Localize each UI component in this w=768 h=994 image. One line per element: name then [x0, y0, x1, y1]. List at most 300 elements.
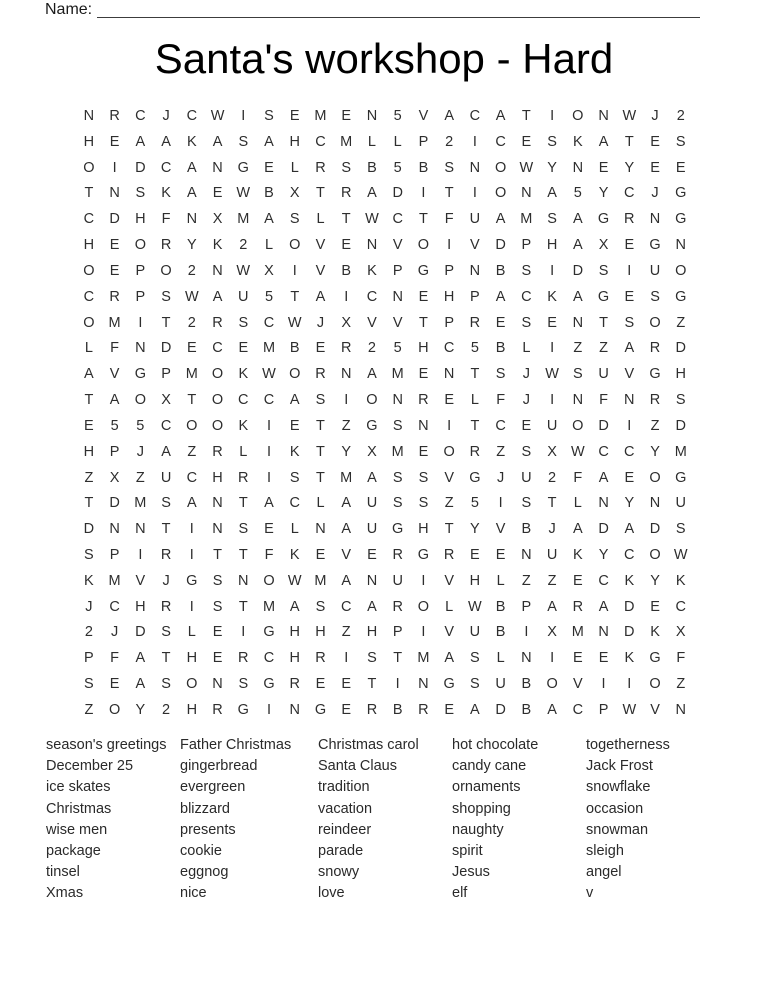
grid-letter: S — [212, 598, 223, 615]
word-list-item: reindeer — [318, 821, 372, 838]
grid-letter: R — [238, 650, 249, 667]
grid-letter: J — [548, 521, 556, 538]
grid-letter: B — [521, 521, 532, 538]
grid-letter: F — [444, 211, 454, 228]
grid-letter: U — [366, 521, 378, 538]
grid-letter: D — [495, 701, 506, 718]
grid-letter: Z — [496, 443, 506, 460]
grid-letter: A — [135, 133, 146, 150]
grid-letter: U — [675, 495, 686, 512]
grid-letter: R — [469, 443, 481, 460]
word-list-item: evergreen — [180, 779, 246, 796]
grid-letter: S — [315, 392, 326, 409]
grid-letter: H — [418, 340, 429, 357]
grid-letter: A — [547, 598, 557, 615]
grid-letter: V — [135, 572, 146, 589]
grid-letter: I — [138, 314, 143, 331]
grid-letter: O — [366, 392, 378, 409]
grid-letter: T — [187, 392, 197, 409]
grid-letter: A — [624, 340, 635, 357]
grid-letter: 2 — [239, 237, 248, 254]
grid-letter: N — [649, 211, 661, 228]
grid-letter: C — [624, 443, 635, 460]
grid-letter: G — [417, 546, 430, 563]
grid-letter: N — [109, 521, 120, 538]
grid-letter: G — [675, 288, 687, 305]
grid-letter: V — [444, 469, 454, 486]
grid-letter: S — [264, 107, 274, 124]
grid-letter: C — [469, 107, 481, 124]
grid-letter: F — [496, 392, 506, 409]
grid-letter: G — [675, 469, 687, 486]
grid-letter: H — [289, 624, 300, 641]
grid-letter: 5 — [573, 185, 582, 202]
grid-letter: N — [212, 521, 223, 538]
grid-letter: E — [495, 546, 506, 563]
word-list-item: snowflake — [586, 779, 651, 796]
grid-letter: A — [109, 392, 120, 409]
grid-letter: J — [522, 392, 530, 409]
grid-letter: T — [84, 392, 94, 409]
grid-letter: A — [289, 598, 300, 615]
grid-letter: N — [340, 366, 352, 383]
grid-letter: V — [572, 676, 583, 693]
grid-letter: D — [675, 340, 686, 357]
grid-letter: 5 — [393, 340, 402, 357]
grid-letter: G — [186, 572, 198, 589]
word-list-item: Christmas carol — [318, 737, 419, 753]
grid-letter: P — [109, 443, 120, 460]
grid-letter: H — [289, 133, 300, 150]
grid-letter: O — [108, 701, 121, 718]
grid-letter: T — [470, 366, 480, 383]
grid-letter: R — [624, 211, 635, 228]
grid-letter: O — [134, 237, 146, 254]
grid-letter: E — [238, 340, 249, 357]
grid-letter: A — [572, 237, 583, 254]
grid-letter: S — [161, 624, 171, 641]
grid-letter: S — [161, 676, 171, 693]
grid-letter: 2 — [162, 701, 171, 718]
grid-letter: K — [84, 572, 94, 589]
grid-letter: N — [392, 392, 403, 409]
grid-letter: S — [547, 133, 557, 150]
grid-letter: L — [573, 495, 582, 512]
grid-letter: I — [266, 701, 272, 718]
grid-letter: H — [135, 211, 146, 228]
grid-letter: T — [161, 521, 171, 538]
word-list-item: nice — [180, 885, 207, 902]
grid-letter: N — [212, 262, 223, 279]
grid-letter: U — [546, 546, 558, 563]
grid-letter: A — [341, 572, 352, 589]
grid-letter: S — [675, 133, 686, 150]
grid-letter: D — [109, 495, 120, 512]
grid-letter: I — [344, 392, 349, 409]
grid-letter: F — [573, 469, 583, 486]
word-list-item: angel — [586, 864, 622, 881]
grid-letter: R — [649, 392, 661, 409]
grid-letter: I — [395, 676, 400, 693]
grid-letter: E — [315, 340, 326, 357]
grid-letter: K — [161, 185, 171, 202]
grid-letter: O — [494, 185, 507, 202]
grid-letter: V — [418, 107, 429, 124]
word-list-item: tradition — [318, 779, 370, 796]
grid-letter: C — [186, 107, 198, 124]
grid-letter: N — [598, 624, 609, 641]
grid-letter: Z — [650, 417, 660, 434]
grid-letter: E — [495, 314, 506, 331]
word-list-item: Jesus — [452, 864, 490, 881]
grid-letter: W — [622, 107, 637, 124]
grid-letter: T — [213, 546, 222, 563]
grid-letter: M — [134, 495, 147, 512]
grid-letter: A — [572, 521, 583, 538]
grid-letter: S — [135, 185, 146, 202]
grid-letter: A — [495, 211, 506, 228]
grid-letter: T — [624, 133, 634, 150]
grid-letter: F — [264, 546, 274, 563]
grid-letter: Z — [84, 701, 94, 718]
grid-letter: S — [470, 676, 480, 693]
grid-letter: 5 — [470, 340, 479, 357]
grid-letter: A — [444, 107, 454, 124]
grid-letter: T — [316, 443, 325, 460]
grid-letter: R — [418, 392, 429, 409]
grid-letter: X — [547, 443, 557, 460]
grid-letter: H — [83, 237, 95, 254]
grid-letter: C — [263, 650, 275, 667]
grid-letter: S — [521, 495, 532, 512]
grid-letter: E — [289, 417, 300, 434]
grid-letter: W — [622, 701, 637, 718]
grid-letter: J — [651, 107, 659, 124]
grid-letter: 5 — [264, 288, 274, 305]
grid-letter: W — [468, 598, 482, 615]
grid-letter: A — [315, 288, 326, 305]
grid-letter: E — [650, 159, 660, 176]
grid-letter: D — [160, 340, 172, 357]
grid-letter: V — [392, 314, 403, 331]
grid-letter: C — [366, 288, 378, 305]
grid-letter: I — [550, 392, 555, 409]
grid-letter: Z — [187, 443, 197, 460]
grid-letter: B — [392, 701, 403, 718]
grid-letter: U — [598, 366, 609, 383]
grid-letter: L — [316, 495, 325, 512]
grid-letter: O — [160, 262, 172, 279]
grid-letter: K — [547, 288, 557, 305]
grid-letter: C — [160, 159, 172, 176]
grid-letter: V — [444, 624, 454, 641]
grid-letter: E — [572, 650, 583, 667]
grid-letter: L — [187, 624, 196, 641]
grid-letter: P — [84, 650, 94, 667]
grid-letter: L — [445, 598, 454, 615]
grid-letter: E — [264, 521, 274, 538]
grid-letter: J — [522, 366, 530, 383]
grid-letter: G — [392, 521, 404, 538]
word-list-item: elf — [452, 885, 468, 902]
grid-letter: O — [572, 417, 584, 434]
grid-letter: G — [649, 237, 661, 254]
grid-letter: N — [521, 546, 532, 563]
grid-letter: E — [598, 650, 609, 667]
grid-letter: E — [418, 366, 429, 383]
grid-letter: B — [495, 624, 506, 641]
grid-letter: H — [675, 366, 686, 383]
word-list-item: occasion — [586, 800, 644, 817]
grid-letter: D — [649, 521, 661, 538]
grid-letter: I — [601, 676, 606, 693]
grid-letter: S — [598, 262, 609, 279]
grid-letter: R — [366, 701, 378, 718]
grid-letter: T — [316, 185, 325, 202]
grid-letter: H — [83, 443, 95, 460]
word-list-item: wise men — [46, 821, 108, 838]
grid-letter: U — [649, 262, 661, 279]
word-list-item: Father Christmas — [180, 737, 292, 753]
grid-letter: Y — [650, 572, 660, 589]
grid-letter: O — [494, 159, 507, 176]
grid-letter: R — [572, 598, 584, 615]
grid-letter: N — [186, 211, 198, 228]
grid-letter: A — [341, 521, 352, 538]
grid-letter: G — [263, 676, 275, 693]
grid-letter: L — [84, 340, 93, 357]
grid-letter: M — [674, 443, 687, 460]
grid-letter: G — [417, 262, 430, 279]
grid-letter: O — [134, 392, 146, 409]
grid-letter: V — [470, 237, 480, 254]
word-list-column — [452, 735, 538, 905]
grid-letter: H — [186, 650, 198, 667]
grid-letter: T — [238, 546, 248, 563]
grid-letter: L — [393, 133, 402, 150]
grid-letter: K — [367, 262, 377, 279]
grid-letter: X — [212, 211, 223, 228]
grid-letter: E — [186, 340, 197, 357]
grid-letter: P — [598, 701, 609, 718]
word-list-item: v — [586, 885, 594, 902]
grid-letter: R — [418, 701, 429, 718]
grid-letter: C — [212, 340, 223, 357]
grid-letter: 2 — [187, 314, 196, 331]
grid-letter: H — [443, 288, 455, 305]
grid-letter: V — [624, 366, 635, 383]
grid-letter: C — [135, 107, 146, 124]
grid-letter: E — [264, 159, 274, 176]
grid-letter: E — [444, 701, 454, 718]
grid-letter: W — [236, 185, 251, 202]
grid-letter: I — [472, 133, 477, 150]
grid-letter: S — [521, 314, 532, 331]
word-list-item: ornaments — [452, 779, 521, 796]
grid-letter: O — [83, 314, 95, 331]
grid-letter: V — [315, 262, 326, 279]
grid-letter: O — [417, 598, 430, 615]
grid-letter: A — [367, 469, 377, 486]
grid-letter: W — [545, 366, 559, 383]
grid-letter: R — [109, 288, 120, 305]
grid-letter: C — [675, 598, 686, 615]
grid-letter: K — [624, 572, 635, 589]
grid-letter: 2 — [676, 107, 685, 124]
grid-letter: A — [598, 469, 609, 486]
grid-letter: Z — [599, 340, 608, 357]
grid-letter: P — [418, 133, 429, 150]
grid-letter: X — [598, 237, 609, 254]
grid-letter: E — [521, 417, 532, 434]
word-list-item: Jack Frost — [586, 758, 653, 775]
grid-letter: L — [367, 133, 376, 150]
grid-letter: 2 — [367, 340, 376, 357]
grid-letter: G — [675, 185, 687, 202]
grid-letter: A — [367, 366, 377, 383]
grid-letter: J — [162, 107, 170, 124]
grid-letter: P — [109, 546, 120, 563]
grid-letter: L — [496, 572, 505, 589]
grid-letter: P — [135, 262, 146, 279]
grid-letter: D — [392, 185, 403, 202]
grid-letter: F — [676, 650, 686, 667]
grid-letter: X — [547, 624, 557, 641]
word-list-item: hot chocolate — [452, 737, 539, 753]
grid-letter: H — [418, 521, 429, 538]
grid-letter: N — [418, 676, 429, 693]
grid-letter: A — [598, 133, 609, 150]
word-list-item: naughty — [452, 821, 504, 838]
grid-letter: S — [289, 211, 300, 228]
grid-letter: E — [418, 288, 429, 305]
grid-letter: T — [470, 417, 480, 434]
grid-letter: K — [624, 650, 635, 667]
word-list-item: snowman — [586, 821, 649, 838]
grid-letter: S — [675, 521, 686, 538]
grid-letter: I — [627, 676, 632, 693]
grid-letter: U — [238, 288, 249, 305]
grid-letter: U — [392, 572, 403, 589]
grid-letter: C — [83, 211, 95, 228]
grid-letter: E — [624, 237, 635, 254]
grid-letter: E — [650, 133, 660, 150]
grid-letter: K — [238, 417, 249, 434]
grid-letter: N — [212, 159, 223, 176]
grid-letter: W — [210, 107, 225, 124]
grid-letter: P — [444, 262, 454, 279]
grid-letter: 2 — [548, 469, 557, 486]
grid-letter: K — [675, 572, 686, 589]
grid-letter: 2 — [187, 262, 196, 279]
grid-letter: O — [417, 237, 430, 254]
grid-letter: R — [315, 366, 326, 383]
grid-letter: T — [367, 676, 377, 693]
grid-letter: N — [572, 159, 584, 176]
grid-letter: I — [550, 650, 555, 667]
grid-letter: A — [444, 650, 454, 667]
grid-letter: N — [675, 701, 686, 718]
grid-letter: T — [238, 495, 248, 512]
grid-letter: C — [443, 340, 455, 357]
grid-letter: G — [597, 211, 610, 228]
grid-letter: E — [84, 417, 94, 434]
grid-letter: Y — [650, 443, 660, 460]
word-search-grid — [76, 103, 694, 723]
grid-letter: Y — [186, 237, 197, 254]
grid-letter: H — [289, 650, 300, 667]
grid-letter: E — [521, 133, 532, 150]
grid-letter: J — [651, 185, 659, 202]
grid-letter: G — [469, 469, 481, 486]
grid-letter: E — [212, 624, 223, 641]
grid-letter: H — [212, 469, 223, 486]
grid-letter: I — [421, 624, 426, 641]
word-list-item: December 25 — [46, 758, 134, 775]
grid-letter: R — [649, 340, 661, 357]
grid-letter: I — [421, 572, 426, 589]
grid-letter: I — [447, 237, 452, 254]
grid-letter: C — [340, 598, 352, 615]
grid-letter: N — [289, 701, 300, 718]
grid-letter: V — [392, 237, 403, 254]
grid-letter: L — [290, 159, 299, 176]
grid-letter: R — [212, 701, 223, 718]
grid-letter: S — [84, 546, 94, 563]
grid-letter: C — [624, 546, 635, 563]
grid-letter: D — [135, 624, 146, 641]
grid-letter: A — [367, 185, 377, 202]
grid-letter: Y — [341, 443, 352, 460]
grid-letter: T — [444, 521, 454, 538]
grid-letter: N — [135, 340, 146, 357]
grid-letter: O — [649, 314, 661, 331]
grid-letter: O — [211, 392, 224, 409]
grid-letter: A — [84, 366, 94, 383]
grid-letter: N — [675, 237, 686, 254]
grid-letter: E — [341, 107, 352, 124]
grid-letter: I — [498, 495, 503, 512]
grid-letter: R — [340, 340, 352, 357]
grid-letter: U — [469, 211, 481, 228]
grid-letter: D — [135, 159, 146, 176]
grid-letter: M — [571, 624, 584, 641]
grid-letter: C — [109, 598, 120, 615]
grid-letter: A — [495, 107, 506, 124]
grid-letter: E — [109, 262, 120, 279]
grid-letter: N — [212, 495, 223, 512]
grid-letter: K — [212, 237, 223, 254]
grid-letter: H — [186, 701, 198, 718]
grid-letter: N — [443, 366, 455, 383]
grid-letter: V — [341, 546, 352, 563]
grid-letter: N — [83, 107, 95, 124]
grid-letter: O — [649, 546, 661, 563]
grid-letter: R — [315, 159, 326, 176]
word-list-column — [46, 735, 166, 905]
grid-letter: Z — [444, 495, 454, 512]
grid-letter: X — [264, 262, 274, 279]
grid-letter: W — [262, 366, 276, 383]
grid-letter: R — [392, 546, 403, 563]
grid-letter: N — [572, 392, 584, 409]
grid-letter: E — [418, 443, 429, 460]
grid-letter: T — [393, 650, 403, 667]
grid-letter: C — [263, 392, 275, 409]
grid-letter: T — [290, 288, 300, 305]
grid-letter: E — [572, 572, 583, 589]
grid-letter: Z — [547, 572, 557, 589]
